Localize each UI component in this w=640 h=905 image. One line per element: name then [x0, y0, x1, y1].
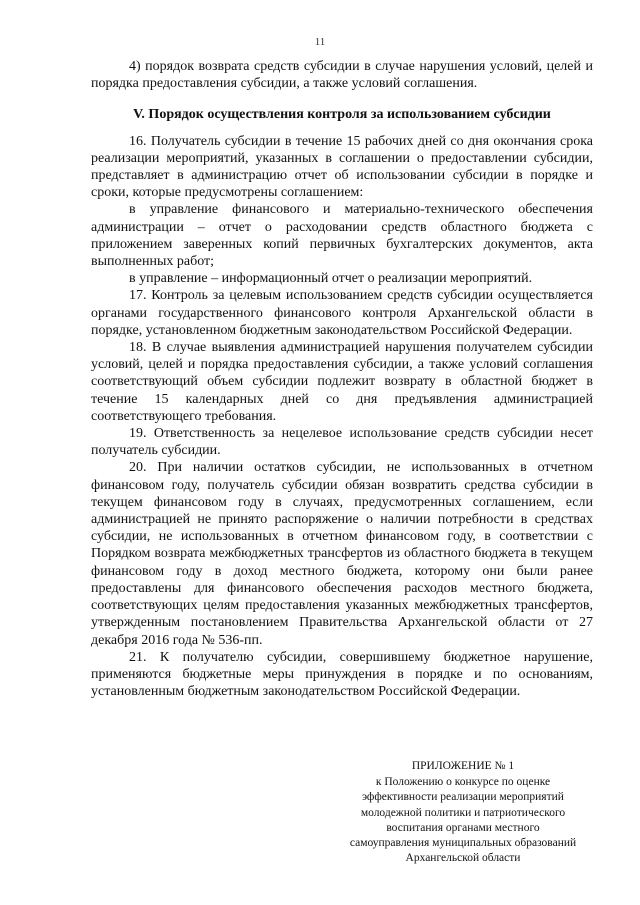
paragraph-21: 21. К получателю субсидии, совершившему бюджетное нарушение, применяются бюджетные меры принуждения в порядке и по основаниям, установленным бюджетным законодательством Российской Федерации. [91, 649, 593, 700]
appendix-title: ПРИЛОЖЕНИЕ № 1 [411, 760, 515, 772]
appendix-block [328, 759, 598, 866]
appendix-line: эффективности реализации мероприятий [362, 791, 564, 804]
appendix-line: молодежной политики и патриотического [360, 806, 566, 819]
paragraph-19: 19. Ответственность за нецелевое использование средств субсидии несет получатель субсидии. [91, 426, 593, 459]
paragraph-16-financial-report: в управление финансового и материально-технического обеспечения администрации – отчет о расходовании средств областного бюджета с приложением заверенных копий первичных бухгалтерских документов, акта выполненных работ; [91, 202, 593, 270]
appendix-line: воспитания органами местного [386, 821, 540, 834]
section-heading: V. Порядок осуществления контроля за использованием субсидии [133, 107, 551, 123]
paragraph-item-4: 4) порядок возврата средств субсидии в случае нарушения условий, целей и порядка предоставления субсидии, а также условий соглашения. [91, 59, 593, 92]
paragraph-20: 20. При наличии остатков субсидии, не использованных в отчетном финансовом году, получатель субсидии обязан возвратить средства субсидии в текущем финансовом году в случаях, предусмотренных соглашением, если администрацией не принято распоряжение о наличии потребности в средствах субсидии, не использованных в отчетном финансовом году, в соответствии с Порядком возврата межбюджетных трансфертов из областного бюджета в текущем финансовом году в доход местного бюджета, которому они были ранее предоставлены для финансового обеспечения расходов местного бюджета, соответствующих целям предоставления указанных межбюджетных трансфертов, утвержденным постановлением Правительства Архангельской области от 27 декабря 2016 года № 536-пп. [91, 460, 593, 648]
paragraph-16: 16. Получатель субсидии в течение 15 рабочих дней со дня окончания срока реализации мероприятий, указанных в соглашении о предоставлении субсидии, представляет в администрацию отчет об использовании субсидии в порядке и сроки, которые предусмотрены соглашением: [91, 133, 593, 201]
paragraph-16-info-report: в управление – информационный отчет о реализации мероприятий. [129, 271, 533, 287]
appendix-line: к Положению о конкурсе по оценке [375, 776, 551, 789]
paragraph-17: 17. Контроль за целевым использованием средств субсидии осуществляется органами государственного финансового контроля Архангельской области в порядке, установленном бюджетным законодательством Российской Федерации. [91, 288, 593, 338]
appendix-line: самоуправления муниципальных образований [349, 837, 577, 850]
paragraph-18: 18. В случае выявления администрацией нарушения получателем субсидии условий, целей и порядка предоставления субсидии, а также условий соглашения соответствующий объем субсидии подлежит возврату в областной бюджет в течение 15 календарных дней со дня предъявления администрацией соответствующего требования. [91, 340, 593, 424]
document-body [91, 58, 593, 700]
appendix-line: Архангельской области [405, 852, 521, 865]
page-number: 11 [314, 36, 326, 48]
